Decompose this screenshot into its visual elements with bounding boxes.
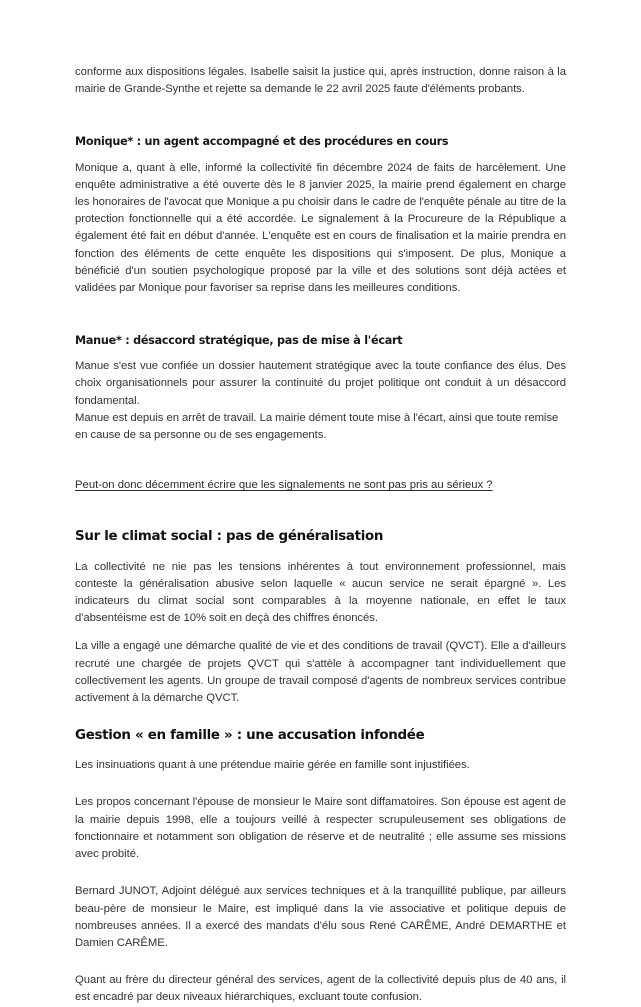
spacer — [75, 494, 566, 528]
climat-paragraph-2: La ville a engagé une démarche qualité de vie et des conditions de travail (QVCT). Elle a d'ailleurs recruté une chargée de projets QVCT qui s'attèle à accompagner tant individuellement que collectivement les agents. Un groupe de travail composé d'agents de nombreux services contribue activement à la démarche QVCT. — [75, 640, 566, 704]
rhetorical-question: Peut-on donc décemment écrire que les signalements ne sont pas pris au sérieux ? — [75, 479, 493, 492]
gestion-paragraph-4: Quant au frère du directeur général des services, agent de la collectivité depuis plus de 40 ans, il est encadré par deux niveaux hiérarchiques, excluant toute confusion. — [75, 974, 566, 1004]
spacer — [75, 785, 566, 794]
monique-subheading: Monique* : un agent accompagné et des procédures en cours — [75, 135, 449, 149]
gestion-paragraph-3: Bernard JUNOT, Adjoint délégué aux services techniques et à la tranquillité publique, par ailleurs beau-père de monsieur le Maire, est impliqué dans la vie associative et politique depuis de nombreuses années. Il a exercé des mandats d'élu sous René CARÊME, André DEMARTHE et Damien CARÊME. — [75, 885, 566, 949]
gestion-paragraph-2: Les propos concernant l'épouse de monsieur le Maire sont diffamatoires. Son épouse est agent de la mairie depuis 1998, elle a toujours veillé à respecter scrupuleusement ses obligations de fonctionnaire et notamment son obligation de réserve et de neutralité ; elle assume ses missions avec probité. — [75, 796, 566, 861]
gestion-paragraph-1: Les insinuations quant à une prétendue mairie gérée en famille sont injustifiées. — [75, 759, 470, 772]
manue-paragraph-2: Manue est depuis en arrêt de travail. La mairie dément toute mise à l'écart, ainsi que toute remise en cause de sa personne ou de ses engagements. — [75, 411, 559, 442]
document-content — [75, 64, 566, 1007]
spacer — [75, 718, 566, 727]
manue-paragraph-1: Manue s'est vue confiée un dossier hautement stratégique avec la toute confiance des élus. Des choix organisationnels pour assurer la continuité du projet politique ont conduit à un désaccord fondamental. — [75, 360, 566, 407]
rhetorical-question-wrapper — [75, 475, 566, 494]
climat-social-heading: Sur le climat social : pas de généralisation — [75, 529, 384, 545]
climat-paragraph-1: La collectivité ne nie pas les tensions inhérentes à tout environnement professionnel, mais conteste la généralisation abusive selon laquelle « aucun service ne serait épargné ». Les indicateurs du climat social sont comparables à la moyenne nationale, en effet le taux d'absentéisme est de 10% soit en deçà des chiffres énoncés. — [75, 560, 566, 625]
spacer — [75, 308, 566, 317]
spacer — [75, 874, 566, 883]
monique-paragraph: Monique a, quant à elle, informé la collectivité fin décembre 2024 de faits de harcèlement. Une enquête administrative a été ouverte dès le 8 janvier 2025, la mairie prend également en charge les honoraires de l'avocat que Monique a pu choisir dans le cadre de l'enquête pénale au titre de la protection fonctionnelle qui a été accordée. Le signalement à la Procureure de la République a également été fait en début d'année. L'enquête est en cours de finalisation et la mairie prendra en fonction des éléments de cette enquête les dispositions qui s'imposent. De plus, Monique a bénéficié d'un soutien psychologique proposé par la ville et des solutions sont déjà actées et validées par Monique pour favoriser sa reprise dans les meilleures conditions. — [75, 161, 566, 294]
manue-subheading: Manue* : désaccord stratégique, pas de mise à l'écart — [75, 334, 403, 348]
spacer — [75, 455, 566, 475]
spacer — [75, 109, 566, 118]
spacer — [75, 963, 566, 972]
intro-paragraph: conforme aux dispositions légales. Isabelle saisit la justice qui, après instruction, donne raison à la mairie de Grande-Synthe et rejette sa demande le 22 avril 2025 faute d'éléments probants. — [75, 66, 566, 96]
gestion-famille-heading: Gestion « en famille » : une accusation infondée — [75, 728, 425, 744]
